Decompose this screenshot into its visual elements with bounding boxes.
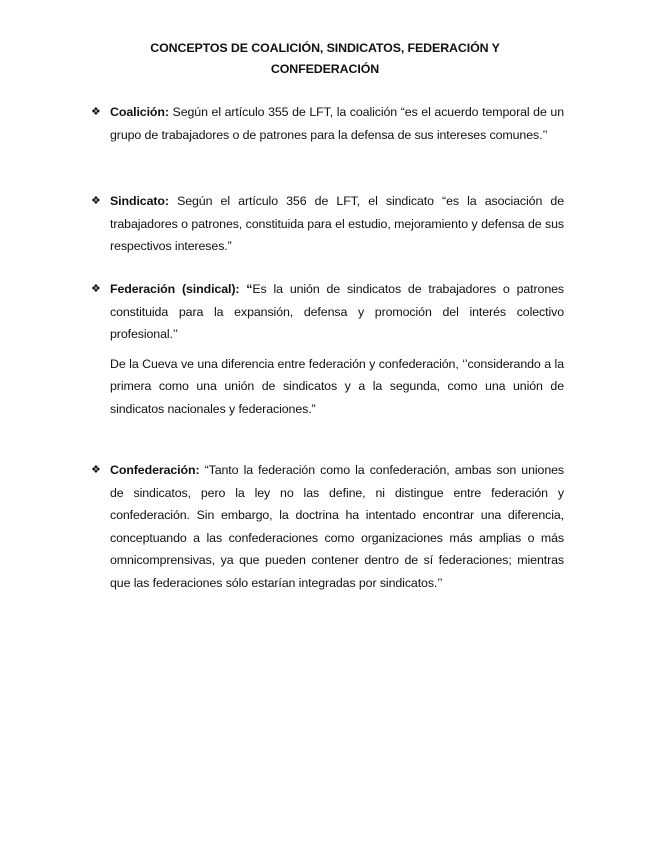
page-title	[100, 38, 550, 80]
definition-term: Sindicato:	[110, 194, 169, 208]
definition-confederacion	[91, 459, 564, 594]
definition-federacion	[91, 278, 564, 420]
definition-coalicion	[91, 101, 564, 146]
title-line-1: CONCEPTOS DE COALICIÓN, SINDICATOS, FEDERACIÓN Y	[150, 41, 500, 55]
definition-term: Coalición:	[110, 105, 169, 119]
definition-sindicato	[91, 190, 565, 258]
diamond-bullet-icon: ❖	[91, 195, 101, 207]
definition-text: Según el artículo 356 de LFT, el sindicato “es la asociación de trabajadores o patrones, constituida para el estudio, mejoramiento y defensa de sus respectivos intereses.”	[110, 194, 565, 253]
diamond-bullet-icon: ❖	[91, 283, 101, 295]
definition-text: Según el artículo 355 de LFT, la coalición “es el acuerdo temporal de un grupo de trabajadores o de patrones para la defensa de sus intereses comunes.’’	[110, 105, 564, 142]
title-line-2: CONFEDERACIÓN	[270, 62, 380, 76]
diamond-bullet-icon: ❖	[91, 106, 101, 118]
diamond-bullet-icon: ❖	[91, 464, 101, 476]
definition-term: Federación (sindical):	[110, 282, 240, 296]
definition-text: “Tanto la federación como la confederación, ambas son uniones de sindicatos, pero la ley no las define, ni distingue entre federación y confederación. Sin embargo, la doctrina ha intentado encontrar una diferencia, conceptuando a las confederaciones como organizaciones más amplias o más omnicomprensivas, ya que pueden contener dentro de sí federaciones; mientras que las federaciones sólo estarían integradas por sindicatos.’’	[110, 463, 564, 590]
definition-term: Confederación:	[110, 463, 200, 477]
definition-text: Es la unión de sindicatos de trabajadores o patrones constituida para la expansión, defensa y promoción del interés colectivo profesional.’’	[110, 282, 564, 341]
definition-quote-mark: “	[246, 282, 253, 296]
definition-extra-paragraph: De la Cueva ve una diferencia entre federación y confederación, ‘’considerando a la primera como una unión de sindicatos y a la segunda, como una unión de sindicatos nacionales y federaciones.”	[110, 356, 564, 416]
